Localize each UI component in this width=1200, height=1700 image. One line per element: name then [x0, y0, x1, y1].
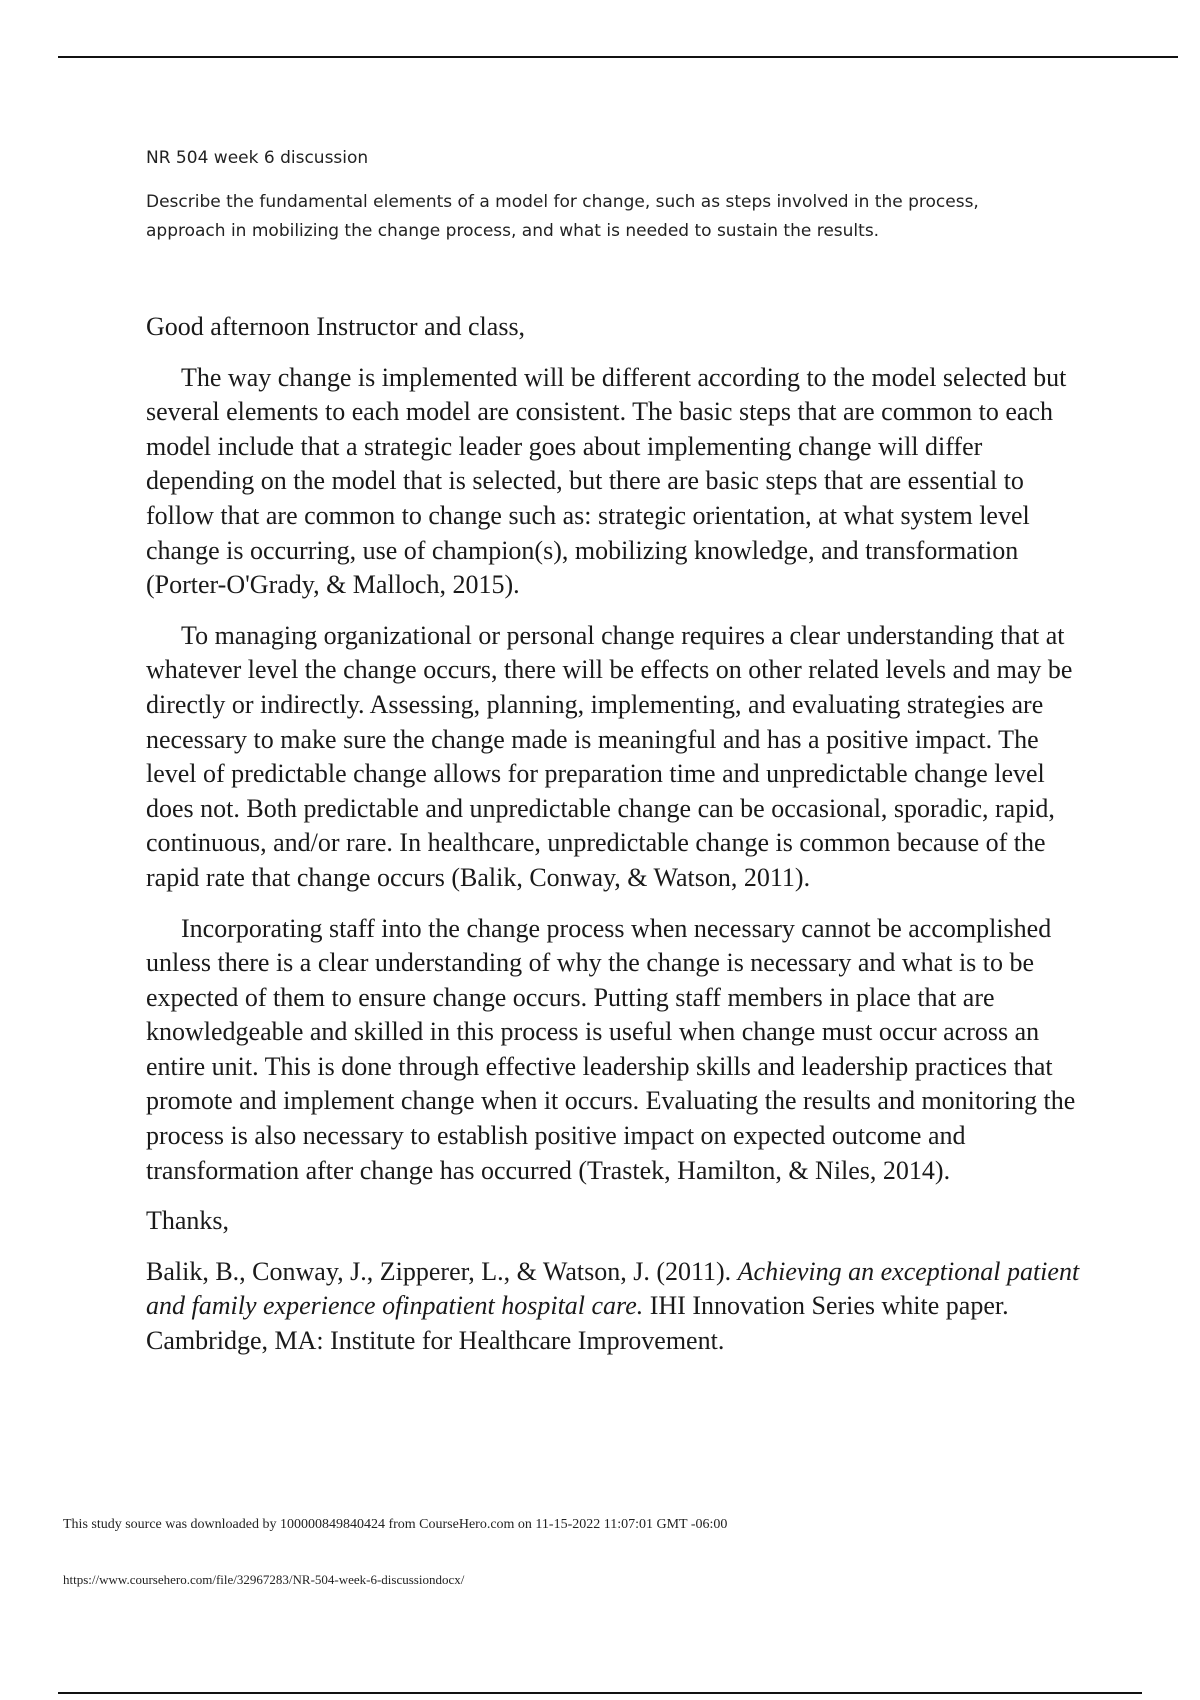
- discussion-post: [146, 310, 1092, 1375]
- paragraph-2: To managing organizational or personal change requires a clear understanding that at whatever level the change occurs, there will be effects on other related levels and may be directly or indirectly. Assessing, planning, implementing, and evaluating strategies are necessary to make sure the change made is meaningful and has a positive impact. The level of predictable change allows for preparation time and unpredictable change level does not. Both predictable and unpredictable change can be occasional, sporadic, rapid, continuous, and/or rare. In healthcare, unpredictable change is common because of the rapid rate that change occurs (Balik, Conway, & Watson, 2011).: [146, 620, 1073, 892]
- paragraph-3: Incorporating staff into the change process when necessary cannot be accomplished unless there is a clear understanding of why the change is necessary and what is to be expected of them to ensure change occurs. Putting staff members in place that are knowledgeable and skilled in this process is useful when change must occur across an entire unit. This is done through effective leadership skills and leadership practices that promote and implement change when it occurs. Evaluating the results and monitoring the process is also necessary to establish positive impact on expected outcome and transformation after change has occurred (Trastek, Hamilton, & Niles, 2014).: [146, 913, 1076, 1185]
- assignment-header: [146, 146, 1046, 246]
- closing: Thanks,: [146, 1206, 230, 1236]
- download-source-note: This study source was downloaded by 100000849840424 from CourseHero.com on 11-15-2022 11:07:01 GMT -06:00: [63, 1517, 728, 1532]
- reference-authors: Balik, B., Conway, J., Zipperer, L., & Watson, J. (2011).: [146, 1256, 738, 1286]
- reference-entry: [146, 1255, 1092, 1359]
- reference-title: Achieving an exceptional patient and family experience ofinpatient hospital care.: [146, 1256, 1080, 1321]
- source-url: https://www.coursehero.com/file/32967283/NR-504-week-6-discussiondocx/: [63, 1572, 465, 1587]
- discussion-prompt: Describe the fundamental elements of a model for change, such as steps involved in the process, approach in mobilizing the change process, and what is needed to sustain the results.: [146, 192, 979, 241]
- bottom-rule: [58, 1692, 1142, 1694]
- reference-publisher: IHI Innovation Series white paper. Cambridge, MA: Institute for Healthcare Improvement.: [146, 1291, 1009, 1356]
- document-title: NR 504 week 6 discussion: [146, 148, 369, 168]
- paragraph-1: The way change is implemented will be different according to the model selected but several elements to each model are consistent. The basic steps that are common to each model include that a strategic leader goes about implementing change will differ depending on the model that is selected, but there are basic steps that are essential to follow that are common to change such as: strategic orientation, at what system level change is occurring, use of champion(s), mobilizing knowledge, and transformation (Porter-O'Grady, & Malloch, 2015).: [146, 362, 1067, 600]
- greeting: Good afternoon Instructor and class,: [146, 312, 526, 341]
- top-rule: [58, 56, 1178, 58]
